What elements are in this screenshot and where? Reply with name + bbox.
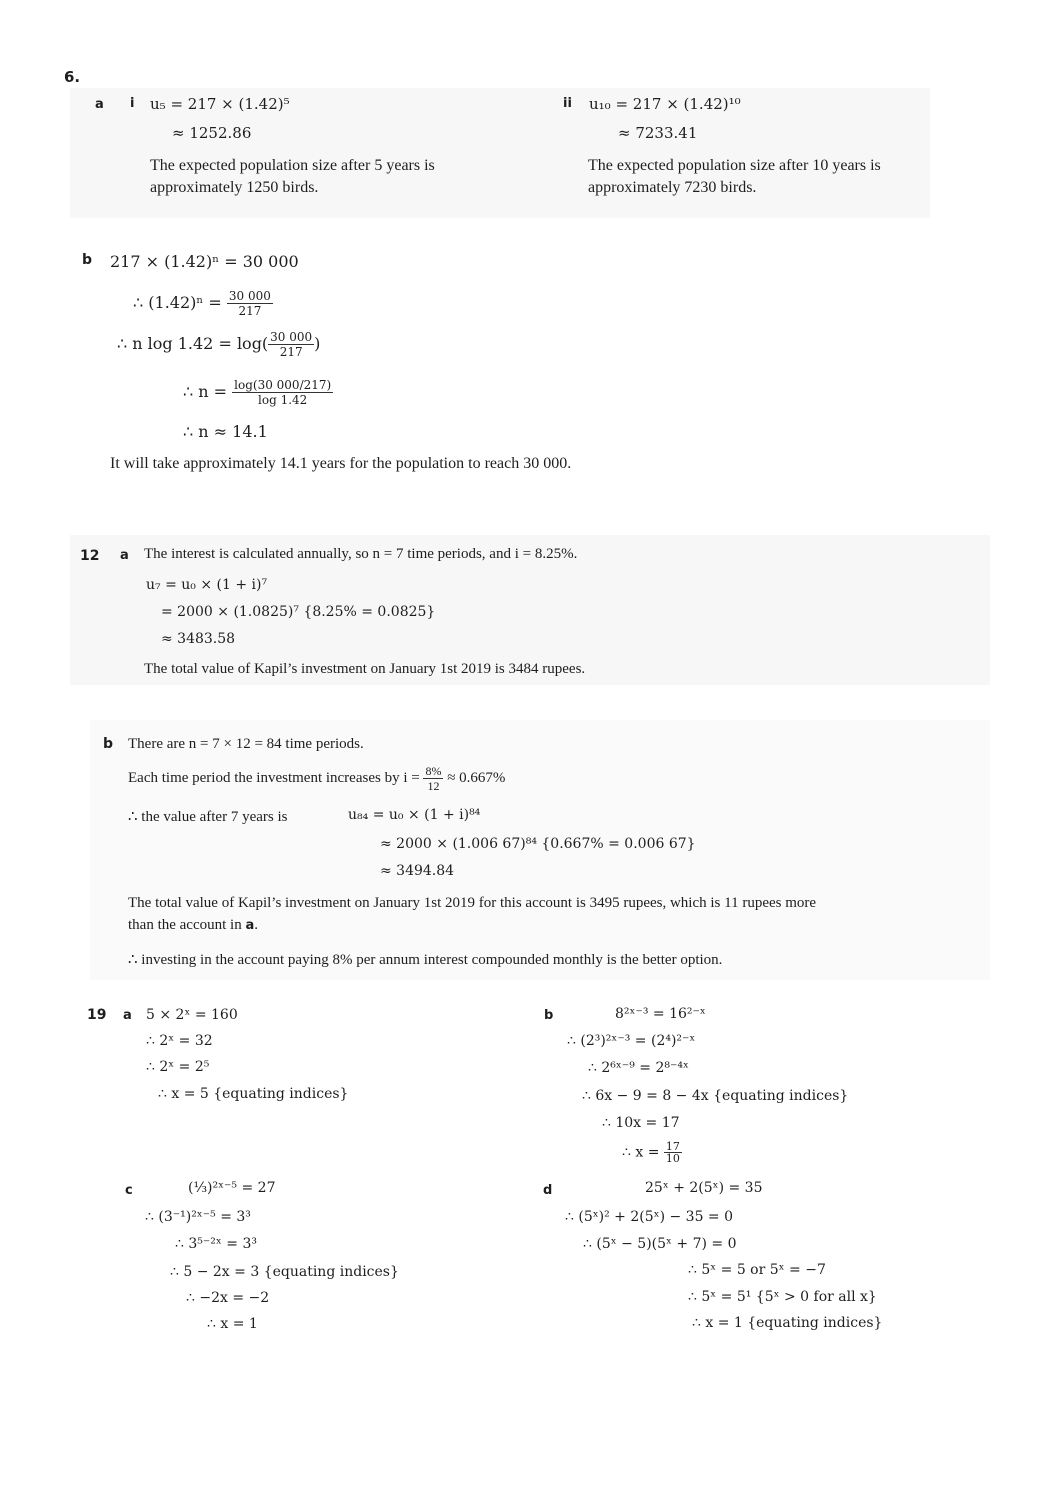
q19-d-line-5: ∴ x = 1 {equating indices}: [692, 1315, 883, 1331]
fraction: [232, 378, 333, 407]
fraction: [268, 330, 314, 359]
q6-i-line1: u₅ = 217 × (1.42)⁵: [150, 95, 290, 113]
part-label-ii: ii: [563, 96, 572, 111]
q6-ii-line2: ≈ 7233.41: [618, 124, 698, 142]
q12-b-line2-left: Each time period the investment increases by i =: [128, 769, 420, 786]
q19-b-line-2: ∴ 2⁶ˣ⁻⁹ = 2⁸⁻⁴ˣ: [588, 1060, 689, 1076]
fraction-numerator: 30 000: [228, 289, 271, 303]
q6-b-conclusion: It will take approximately 14.1 years for the population to reach 30 000.: [110, 455, 572, 472]
q6-b-line3: [117, 330, 320, 359]
q12-b-conclusion-2-text: than the account in: [128, 917, 242, 933]
part-label-i: i: [130, 96, 135, 111]
q19-d-line-1: ∴ (5ˣ)² + 2(5ˣ) − 35 = 0: [565, 1209, 734, 1225]
q6-b-line4: [183, 378, 333, 407]
q6-ii-text1: The expected population size after 10 years is: [588, 157, 881, 174]
q12-b-line3: [128, 807, 287, 826]
fraction-numerator: 30 000: [270, 330, 313, 344]
part-label-b: b: [544, 1008, 554, 1023]
q19-c-line-1: ∴ (3⁻¹)²ˣ⁻⁵ = 3³: [145, 1209, 251, 1225]
fraction: [423, 764, 443, 793]
q19-b-line-5: [622, 1141, 682, 1164]
q12-a-line1: u₇ = u₀ × (1 + i)⁷: [146, 577, 268, 593]
q19-c-line-5: ∴ x = 1: [207, 1316, 258, 1332]
q6-b-line3-left: ∴ n log 1.42 = log(: [117, 334, 269, 353]
q19-b-line-0: 8²ˣ⁻³ = 16²⁻ˣ: [615, 1006, 706, 1022]
q12-b-line5: ≈ 3494.84: [380, 863, 455, 879]
q6-b-line1: 217 × (1.42)ⁿ = 30 000: [110, 252, 299, 271]
q19-d-line-4: ∴ 5ˣ = 5¹ {5ˣ > 0 for all x}: [688, 1289, 877, 1305]
q19-a-line-0: 5 × 2ˣ = 160: [146, 1007, 238, 1023]
q12-b-intro: There are n = 7 × 12 = 84 time periods.: [128, 736, 364, 752]
fraction-numerator: 8%: [425, 764, 442, 778]
fraction-denominator: 217: [279, 345, 303, 359]
q6-i-text2: approximately 1250 birds.: [150, 179, 319, 196]
q6-b-line2: [133, 289, 273, 318]
fraction-numerator: 17: [665, 1140, 680, 1153]
q19-c-line-4: ∴ −2x = −2: [186, 1290, 270, 1306]
q6-b-line3-right: ): [314, 334, 321, 353]
q12-b-conclusion-2-end: .: [254, 917, 258, 933]
q12-a-intro: The interest is calculated annually, so n = 7 time periods, and i = 8.25%.: [144, 546, 578, 562]
fraction-denominator: log 1.42: [258, 393, 308, 407]
fraction-denominator: 10: [665, 1152, 680, 1165]
question-number-12: 12: [80, 548, 100, 564]
q6-i-line2: ≈ 1252.86: [172, 124, 252, 142]
fraction: [227, 289, 273, 318]
q12-a-line3: ≈ 3483.58: [161, 631, 236, 647]
q19-b-line-3: ∴ 6x − 9 = 8 − 4x {equating indices}: [582, 1088, 849, 1104]
part-label-d: d: [543, 1183, 553, 1198]
section-heading: 6.: [64, 68, 81, 86]
q19-a-line-3: ∴ x = 5 {equating indices}: [158, 1086, 349, 1102]
q6-ii-line1: u₁₀ = 217 × (1.42)¹⁰: [589, 95, 741, 113]
q19-b-line-4: ∴ 10x = 17: [602, 1115, 680, 1131]
q12-a-conclusion: The total value of Kapil’s investment on January 1st 2019 is 3484 rupees.: [144, 661, 586, 677]
q19-b-line-1: ∴ (2³)²ˣ⁻³ = (2⁴)²⁻ˣ: [567, 1033, 696, 1049]
q19-c-line-3: ∴ 5 − 2x = 3 {equating indices}: [170, 1264, 399, 1280]
q6-ii-text2: approximately 7230 birds.: [588, 179, 757, 196]
fraction-numerator: log(30 000/217): [234, 378, 332, 392]
q19-d-line-2: ∴ (5ˣ − 5)(5ˣ + 7) = 0: [583, 1236, 737, 1252]
q12-b-conclusion-1: The total value of Kapil’s investment on January 1st 2019 for this account is 3495 rupees, which is 11 rupees more: [128, 895, 817, 911]
q19-d-line-3: ∴ 5ˣ = 5 or 5ˣ = −7: [688, 1262, 826, 1278]
fraction: [664, 1141, 682, 1164]
fraction-denominator: 12: [427, 779, 440, 793]
q6-b-line2-left: ∴ (1.42)ⁿ =: [133, 293, 222, 312]
q12-b-conclusion-2-ref: a: [245, 918, 255, 933]
q12-b-line3-left: ∴ the value after 7 years is: [128, 809, 288, 825]
q12-a-line2: = 2000 × (1.0825)⁷ {8.25% = 0.0825}: [161, 604, 436, 620]
q12-b-line4: ≈ 2000 × (1.006 67)⁸⁴ {0.667% = 0.006 67}: [380, 836, 696, 852]
fraction-denominator: 217: [238, 304, 262, 318]
q19-d-line-0: 25ˣ + 2(5ˣ) = 35: [645, 1180, 763, 1196]
q19-b-line-5-text: ∴ x =: [622, 1144, 660, 1161]
q19-c-line-0: (⅓)²ˣ⁻⁵ = 27: [188, 1180, 276, 1196]
part-label-a: a: [123, 1008, 132, 1023]
q6-i-text1: The expected population size after 5 years is: [150, 157, 435, 174]
q19-a-line-1: ∴ 2ˣ = 32: [146, 1033, 213, 1049]
q12-b-conclusion-2: [128, 917, 258, 934]
q6-b-line5: ∴ n ≈ 14.1: [183, 422, 268, 441]
q12-b-line2-right: ≈ 0.667%: [447, 769, 506, 786]
part-label-b: b: [103, 736, 114, 752]
part-label-a: a: [120, 548, 129, 563]
part-label-b: b: [82, 252, 93, 268]
question-number-19: 19: [87, 1007, 107, 1023]
q19-a-line-2: ∴ 2ˣ = 2⁵: [146, 1059, 210, 1075]
q12-b-line2: [128, 764, 505, 793]
q19-c-line-2: ∴ 3⁵⁻²ˣ = 3³: [175, 1236, 257, 1252]
q6-b-line4-left: ∴ n =: [183, 382, 228, 401]
part-label-a: a: [95, 97, 104, 112]
part-label-c: c: [125, 1183, 133, 1198]
q12-b-final: ∴ investing in the account paying 8% per annum interest compounded monthly is the better option.: [128, 952, 723, 968]
q12-b-line3-right: u₈₄ = u₀ × (1 + i)⁸⁴: [348, 807, 481, 823]
